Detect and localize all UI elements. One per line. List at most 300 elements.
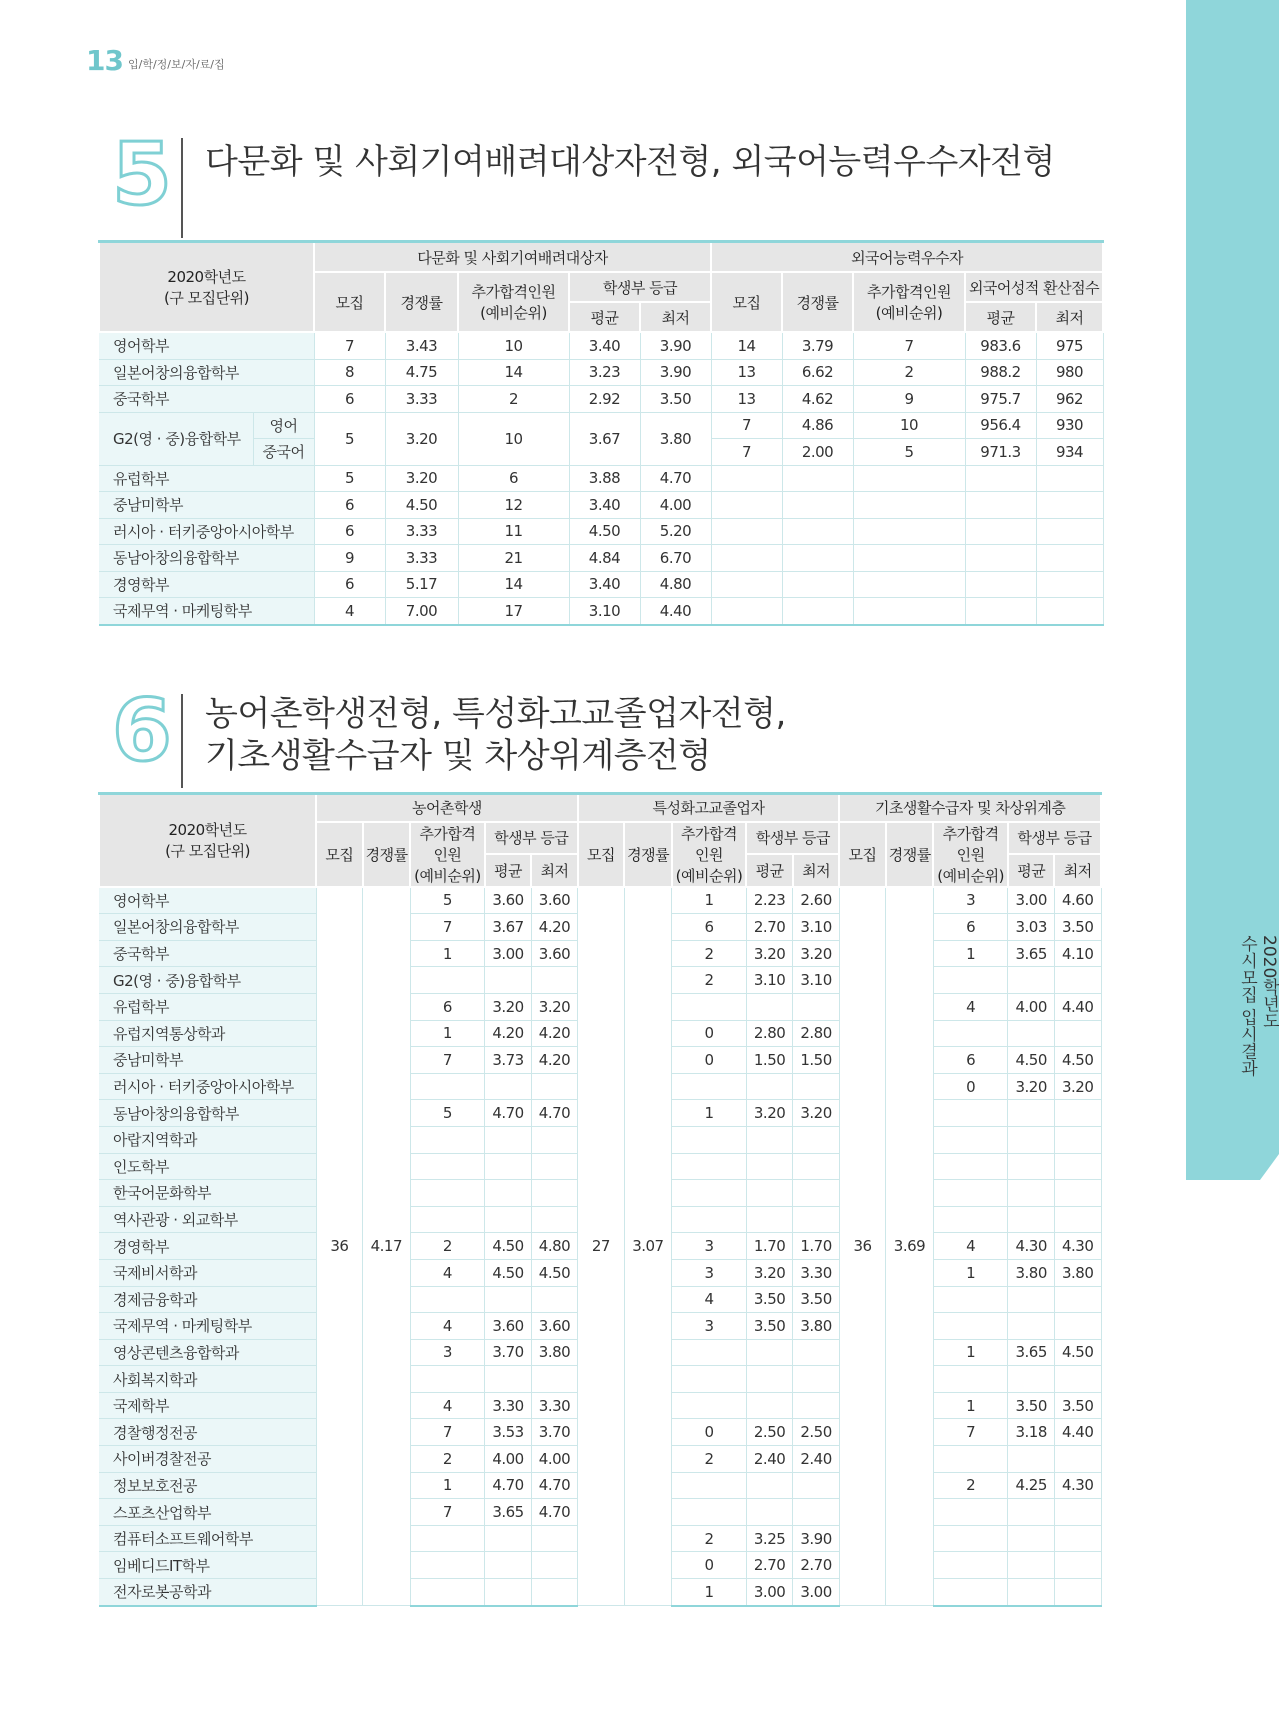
table-cell: 3.73 [485,1047,531,1074]
table-cell [793,1392,839,1419]
table-cell: 3.53 [485,1419,531,1446]
page-header-title: 입/학/정/보/자/료/집 [128,58,225,71]
table-cell: 2 [672,1525,747,1552]
page-number: 13 [86,44,123,77]
table-cell [531,967,577,994]
table-cell: 0 [933,1073,1008,1100]
unit-name: G2(영 · 중)융합학부 [99,967,316,994]
col-avg: 평균 [485,854,531,887]
table-cell [672,993,747,1020]
table-cell [1008,1446,1054,1473]
table-cell: 12 [458,492,569,519]
table-cell [933,967,1008,994]
table-cell: 956.4 [965,412,1036,439]
col-mojip: 모집 [314,272,385,332]
table-cell: 2.92 [569,386,640,413]
table-cell: 3.20 [385,465,458,492]
table-cell: 3.00 [746,1579,792,1606]
table-cell [746,1339,792,1366]
table-cell: 1 [933,1339,1008,1366]
col-avg: 평균 [746,854,792,887]
table-cell [410,1366,485,1393]
unit-name: 인도학부 [99,1153,316,1180]
table-cell [1036,598,1103,625]
col-extra [458,272,569,332]
table-cell: 3.40 [569,571,640,598]
table-cell: 5.17 [385,571,458,598]
table-cell: 4 [410,1259,485,1286]
table-cell: 983.6 [965,332,1036,359]
table-cell: 14 [711,332,782,359]
col-grade: 학생부 등급 [1008,822,1101,855]
table-cell [1008,1153,1054,1180]
unit-name: 전자로봇공학과 [99,1579,316,1606]
table-cell: 3.33 [385,386,458,413]
table-cell: 6 [410,993,485,1020]
table-cell [1008,1206,1054,1233]
table-cell: 3.10 [793,914,839,941]
col-avg-2: 평균 [965,302,1036,332]
table-row [99,386,1103,413]
table-cell [531,1366,577,1393]
table-cell: 5 [410,1100,485,1127]
table-row [99,359,1103,386]
group-header-lowincome: 기초생활수급자 및 차상위계층 [839,794,1101,822]
year-header [99,242,314,333]
unit-name: 국제무역 · 마케팅학부 [99,1313,316,1340]
merged-mojip: 36 [316,887,362,1606]
table-cell: 3.50 [640,386,711,413]
table-cell [1036,465,1103,492]
section5-divider [181,138,183,238]
table-cell: 3.10 [569,598,640,625]
unit-name: 역사관광 · 외교학부 [99,1206,316,1233]
table-cell [1054,1552,1101,1579]
table-cell [853,492,965,519]
table-cell: 3.10 [746,967,792,994]
table-cell: 980 [1036,359,1103,386]
unit-name: 중남미학부 [99,1047,316,1074]
col-extra-line1: 추가합격 [419,824,476,843]
table-cell: 4.40 [1054,1419,1101,1446]
table-cell: 2 [853,359,965,386]
table-cell: 3.00 [485,940,531,967]
table-cell [672,1366,747,1393]
table-cell [711,598,782,625]
unit-name: 영어학부 [99,332,314,359]
table-cell: 2.00 [782,439,853,466]
table-cell: 3.20 [793,940,839,967]
table-cell: 10 [853,412,965,439]
table-cell [793,1366,839,1393]
col-grade: 학생부 등급 [569,272,711,302]
unit-name: 사이버경찰전공 [99,1446,316,1473]
unit-sub: 중국어 [253,439,314,466]
table-cell [410,1286,485,1313]
table-cell: 4.40 [640,598,711,625]
col-min-2: 최저 [1036,302,1103,332]
table-cell: 0 [672,1419,747,1446]
table-cell: 4.20 [531,914,577,941]
unit-name: 사회복지학과 [99,1366,316,1393]
table-cell [746,1472,792,1499]
table-cell: 5 [314,412,385,465]
section6-title-line1: 농어촌학생전형, 특성화고교졸업자전형, [205,694,786,734]
table-cell: 9 [314,545,385,572]
side-tab-line-1: 2020학년도 [1259,935,1279,1030]
table-cell: 1 [933,1392,1008,1419]
table-cell: 3.23 [569,359,640,386]
table-cell: 4.70 [531,1472,577,1499]
table-cell [711,545,782,572]
table-cell [793,1073,839,1100]
table-cell [1054,1579,1101,1606]
table-cell [933,1206,1008,1233]
col-extra [410,822,485,887]
table-cell [965,465,1036,492]
table-cell [1054,1153,1101,1180]
table-cell: 6.70 [640,545,711,572]
table-cell: 3.60 [531,940,577,967]
table-cell: 7 [853,332,965,359]
table-row [99,887,1101,914]
unit-name: 중국학부 [99,386,314,413]
table-cell: 4.50 [531,1259,577,1286]
table-cell: 7 [410,914,485,941]
table-cell [531,1579,577,1606]
unit-name: 중국학부 [99,940,316,967]
table-cell [782,465,853,492]
table-cell: 4.30 [1054,1233,1101,1260]
table-cell [672,1153,747,1180]
table-cell [485,967,531,994]
table-cell: 3.50 [1054,1392,1101,1419]
table-cell [672,1499,747,1526]
table-cell: 4.50 [1008,1047,1054,1074]
table-cell [1036,492,1103,519]
group-header-rural: 농어촌학생 [316,794,578,822]
col-lang: 외국어성적 환산점수 [965,272,1103,302]
table-cell: 4.50 [569,518,640,545]
table-cell: 4.70 [640,465,711,492]
col-grade: 학생부 등급 [746,822,839,855]
table-cell: 14 [458,359,569,386]
table-cell: 4 [933,1233,1008,1260]
table-row [99,545,1103,572]
table-cell: 1 [672,887,747,914]
table-cell [782,598,853,625]
table-cell: 6 [314,518,385,545]
table-cell: 3.90 [793,1525,839,1552]
table-cell: 3.20 [746,1259,792,1286]
col-extra-line2: 인원 [433,845,462,864]
table-cell: 3 [672,1233,747,1260]
table-cell [746,1153,792,1180]
table-cell: 4.10 [1054,940,1101,967]
table-cell [933,1126,1008,1153]
table-cell [965,571,1036,598]
table-cell [485,1525,531,1552]
table-cell: 8 [314,359,385,386]
table-cell: 2.70 [793,1552,839,1579]
unit-name: 러시아 · 터키중앙아시아학부 [99,518,314,545]
table-cell: 3.50 [746,1313,792,1340]
table-cell [793,1126,839,1153]
table-cell: 4.62 [782,386,853,413]
table-cell [1054,1020,1101,1047]
table-cell: 7 [314,332,385,359]
table-cell: 934 [1036,439,1103,466]
table-cell: 3.20 [746,940,792,967]
table-cell [711,518,782,545]
unit-name: 유럽학부 [99,465,314,492]
col-extra-line2: 인원 [956,845,985,864]
table-cell [1008,1499,1054,1526]
table-cell [1054,1499,1101,1526]
col-min: 최저 [640,302,711,332]
table-cell [485,1286,531,1313]
unit-name: 중남미학부 [99,492,314,519]
table-cell: 1 [410,1472,485,1499]
table-cell [853,598,965,625]
table-cell: 2.50 [793,1419,839,1446]
table-cell [746,1073,792,1100]
group-header-vocational: 특성화고교졸업자 [578,794,840,822]
table-cell: 21 [458,545,569,572]
unit-name: 아랍지역학과 [99,1126,316,1153]
table-cell: 2 [672,967,747,994]
table-cell: 3 [672,1313,747,1340]
unit-name: 정보보호전공 [99,1472,316,1499]
merged-mojip: 36 [839,887,885,1606]
section6-divider [181,694,183,788]
table-cell [485,1180,531,1207]
table-cell [746,1180,792,1207]
section5-title: 다문화 및 사회기여배려대상자전형, 외국어능력우수자전형 [205,142,1055,182]
unit-name: 동남아창의융합학부 [99,1100,316,1127]
table-cell: 14 [458,571,569,598]
table-cell: 6 [458,465,569,492]
table-cell [933,1499,1008,1526]
merged-rate: 4.17 [363,887,410,1606]
table-cell: 4.40 [1054,993,1101,1020]
table-cell: 3.79 [782,332,853,359]
table-cell: 4.20 [485,1020,531,1047]
col-min: 최저 [1054,854,1101,887]
table-cell: 2 [458,386,569,413]
side-tab-line-2: 수시모집 입시결과 [1237,935,1257,1077]
year-header-6-line2: (구 모집단위) [165,842,251,861]
table-cell: 4.50 [485,1233,531,1260]
table-cell: 3.00 [1008,887,1054,914]
table-cell: 3.20 [1008,1073,1054,1100]
unit-name: 동남아창의융합학부 [99,545,314,572]
group-header-1: 다문화 및 사회기여배려대상자 [314,242,711,273]
unit-name: 경제금융학과 [99,1286,316,1313]
table-cell [933,1313,1008,1340]
table-cell [711,571,782,598]
table-cell [793,1153,839,1180]
table-cell: 3.60 [485,887,531,914]
table-row [99,332,1103,359]
table-cell: 1 [672,1100,747,1127]
section6-table [98,792,1102,1607]
table-cell: 3.70 [531,1419,577,1446]
table-cell [793,1339,839,1366]
col-extra-2 [853,272,965,332]
table-cell: 4.84 [569,545,640,572]
table-cell: 3.50 [746,1286,792,1313]
table-cell: 2.70 [746,914,792,941]
col-extra-line3: (예비순위) [675,866,743,885]
table-cell [933,1579,1008,1606]
table-cell: 3.65 [1008,940,1054,967]
col-mojip: 모집 [316,822,362,887]
table-cell [1054,1525,1101,1552]
table-cell [485,1073,531,1100]
table-cell [410,1073,485,1100]
table-cell [672,1180,747,1207]
table-cell: 4.50 [1054,1339,1101,1366]
table-cell [746,1206,792,1233]
table-cell [793,1180,839,1207]
table-cell: 2 [672,940,747,967]
table-cell [933,1286,1008,1313]
unit-name: 경영학부 [99,571,314,598]
table-cell: 4.00 [1008,993,1054,1020]
table-cell [531,1153,577,1180]
col-min: 최저 [793,854,839,887]
table-cell [531,1180,577,1207]
table-cell [1054,1286,1101,1313]
year-header-line1: 2020학년도 [167,268,246,286]
table-cell: 3 [672,1259,747,1286]
table-cell [1054,1313,1101,1340]
table-cell: 6 [933,914,1008,941]
table-cell: 3.00 [793,1579,839,1606]
table-cell: 13 [711,359,782,386]
col-rate: 경쟁률 [886,822,933,887]
table-cell: 3.67 [569,412,640,465]
col-mojip-2: 모집 [711,272,782,332]
table-cell: 3.60 [531,1313,577,1340]
unit-name: 한국어문화학부 [99,1180,316,1207]
table-cell: 5 [410,887,485,914]
table-cell [1008,1286,1054,1313]
table-cell: 3.65 [1008,1339,1054,1366]
table-cell [933,1366,1008,1393]
col-extra-line3: (예비순위) [414,866,481,885]
year-header-6 [99,794,316,887]
table-cell: 4.20 [531,1047,577,1074]
col-mojip: 모집 [839,822,885,887]
table-cell: 5 [853,439,965,466]
table-cell: 4.50 [385,492,458,519]
table-cell [853,545,965,572]
table-cell [793,1499,839,1526]
table-cell: 3.90 [640,359,711,386]
table-cell [1008,1126,1054,1153]
year-header-line2: (구 모집단위) [164,289,249,307]
table-cell: 10 [458,332,569,359]
table-cell: 2.40 [746,1446,792,1473]
table-cell: 3.20 [793,1100,839,1127]
table-cell: 4.30 [1008,1233,1054,1260]
table-cell: 3.30 [793,1259,839,1286]
table-cell: 4.80 [531,1233,577,1260]
table-cell: 3.20 [746,1100,792,1127]
table-cell: 962 [1036,386,1103,413]
table-row [99,598,1103,625]
table-cell [933,1552,1008,1579]
table-cell [410,1579,485,1606]
table-cell: 4.70 [485,1472,531,1499]
table-cell: 3.03 [1008,914,1054,941]
section5-number: 5 [112,125,172,225]
table-cell: 1 [410,940,485,967]
col-extra-line1: 추가합격인원 [471,283,556,301]
table-cell: 1 [933,940,1008,967]
table-cell: 4.70 [531,1100,577,1127]
table-cell [793,1472,839,1499]
table-cell: 5 [314,465,385,492]
col-grade: 학생부 등급 [485,822,578,855]
table-cell: 3.30 [531,1392,577,1419]
table-cell [1008,1552,1054,1579]
table-cell [746,993,792,1020]
table-cell: 1.50 [746,1047,792,1074]
table-cell: 988.2 [965,359,1036,386]
table-cell: 3.80 [793,1313,839,1340]
table-cell: 3.33 [385,518,458,545]
table-cell: 7 [711,412,782,439]
table-cell: 3.50 [1054,914,1101,941]
table-cell: 4.60 [1054,887,1101,914]
table-cell [793,993,839,1020]
table-cell [672,1073,747,1100]
table-cell [485,1552,531,1579]
merged-rate: 3.07 [624,887,671,1606]
table-cell [672,1206,747,1233]
table-cell [933,1020,1008,1047]
unit-name: G2(영 · 중)융합학부 [99,412,253,465]
unit-name: 컴퓨터소프트웨어학부 [99,1525,316,1552]
section6-title-line2: 기초생활수급자 및 차상위계층전형 [205,736,711,776]
table-cell: 3.10 [793,967,839,994]
table-cell [410,1552,485,1579]
table-cell [933,1180,1008,1207]
table-cell: 4.70 [531,1499,577,1526]
col-extra-line3: (예비순위) [937,866,1004,885]
table-row [99,465,1103,492]
table-cell: 1.50 [793,1047,839,1074]
col-avg: 평균 [1008,854,1054,887]
table-cell: 7 [410,1499,485,1526]
table-cell: 2.70 [746,1552,792,1579]
table-cell: 3.25 [746,1525,792,1552]
unit-name: 경영학부 [99,1233,316,1260]
table-cell [853,465,965,492]
table-cell [853,571,965,598]
table-cell: 4.75 [385,359,458,386]
table-row [99,518,1103,545]
table-cell: 17 [458,598,569,625]
table-cell: 975 [1036,332,1103,359]
table-cell: 9 [853,386,965,413]
table-cell: 2.23 [746,887,792,914]
table-cell: 4.25 [1008,1472,1054,1499]
table-cell [1036,571,1103,598]
